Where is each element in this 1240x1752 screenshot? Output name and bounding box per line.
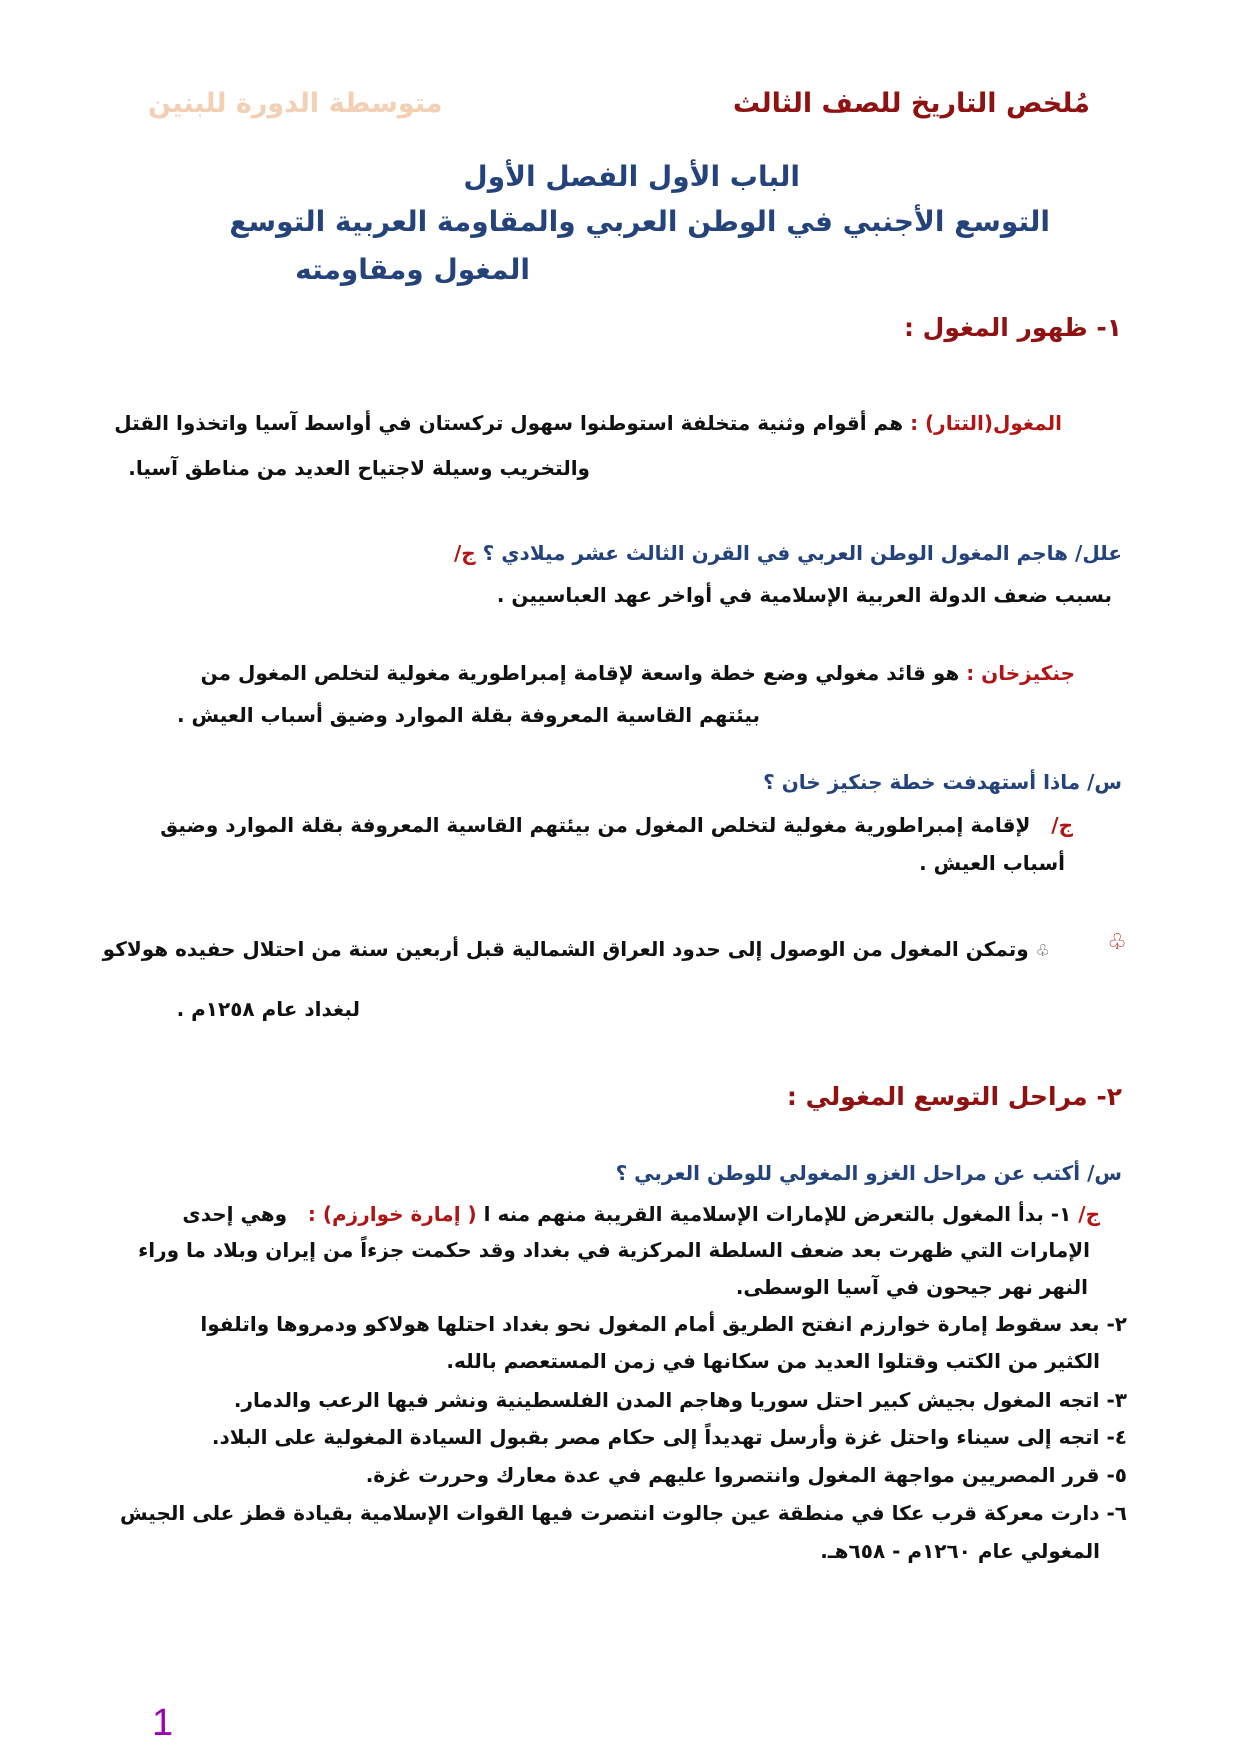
question-2-answer-line-2: أسباب العيش . — [919, 851, 1065, 875]
question-2: س/ ماذا أستهدفت خطة جنكيز خان ؟ — [763, 770, 1122, 794]
mongols-definition — [114, 404, 1062, 442]
step-5: ٥- قرر المصريين مواجهة المغول وانتصروا عليهم في عدة معارك وحررت غزة. — [365, 1463, 1127, 1487]
step-2-line-2: الكثير من الكتب وقتلوا العديد من سكانها في زمن المستعصم بالله. — [446, 1349, 1100, 1373]
step-1-start: ١- بدأ المغول بالتعرض للإمارات الإسلامية القريبة منهم منه ا — [483, 1202, 1072, 1226]
step-2-line-1: ٢- بعد سقوط إمارة خوارزم انفتح الطريق أمام المغول نحو بغداد احتلها هولاكو ودمروها واتلفوا — [200, 1312, 1127, 1336]
bullet-line-1 — [103, 930, 1050, 970]
mongols-def-line-2: والتخريب وسيلة لاجتياح العديد من مناطق آسيا. — [128, 456, 590, 480]
step-1-end: وهي إحدى — [182, 1202, 288, 1226]
question-1 — [454, 541, 1122, 565]
small-clover-icon: ♧ — [1035, 941, 1050, 960]
question-1-prefix: علل/ — [1075, 541, 1122, 565]
bullet-line-2: لبغداد عام ١٢٥٨م . — [176, 997, 360, 1021]
bullet-line-1-text: وتمكن المغول من الوصول إلى حدود العراق الشمالية قبل أربعين سنة من احتلال حفيده هولاكو — [102, 937, 1029, 961]
step-3: ٣- اتجه المغول بجيش كبير احتل سوريا وهاجم المدن الفلسطينية ونشر فيها الرعب والدمار. — [233, 1388, 1127, 1412]
genghis-term: جنكيزخان : — [966, 661, 1075, 685]
step-1-line-3: النهر نهر جيحون في آسيا الوسطى. — [735, 1275, 1088, 1299]
step-1-line-1 — [182, 1198, 1100, 1230]
chapter-line-3: المغول ومقاومته — [295, 253, 530, 286]
chapter-line-1: الباب الأول الفصل الأول — [463, 160, 800, 193]
mongols-term: المغول(التتار) : — [910, 411, 1062, 435]
step-6-line-2: المغولي عام ١٢٦٠م - ٦٥٨هـ. — [820, 1539, 1100, 1563]
genghis-def-line-2: بيئتهم القاسية المعروفة بقلة الموارد وضيق أسباب العيش . — [176, 703, 760, 727]
step-1-line-2: الإمارات التي ظهرت بعد ضعف السلطة المركزية في بغداد وقد حكمت جزءاً من إيران وبلاد ما وراء — [138, 1238, 1090, 1262]
genghis-definition — [201, 654, 1075, 692]
khwarazm-term: ( إمارة خوارزم) : — [307, 1202, 477, 1226]
question-2-answer-line-1: لإقامة إمبراطورية مغولية لتخلص المغول من بيئتهم القاسية المعروفة بقلة الموارد وضيق — [160, 813, 1031, 837]
question-2-answer-marker: ج/ — [1051, 813, 1073, 837]
question-1-answer: بسبب ضعف الدولة العربية الإسلامية في أواخر عهد العباسيين . — [496, 583, 1112, 607]
section-2-heading: ٢- مراحل التوسع المغولي : — [786, 1082, 1122, 1111]
genghis-def-line-1: هو قائد مغولي وضع خطة واسعة لإقامة إمبراطورية مغولية لتخلص المغول من — [200, 661, 960, 685]
step-6-line-1: ٦- دارت معركة قرب عكا في منطقة عين جالوت انتصرت فيها القوات الإسلامية بقيادة قطز على الجيش — [120, 1501, 1127, 1525]
clover-bullet-icon: ♧ — [1107, 930, 1127, 955]
question-2-answer — [160, 806, 1073, 844]
document-title: مُلخص التاريخ للصف الثالث — [732, 88, 1090, 119]
section-1-heading: ١- ظهور المغول : — [903, 313, 1122, 342]
step-4: ٤- اتجه إلى سيناء واحتل غزة وأرسل تهديداً إلى حكام مصر بقبول السيادة المغولية على البلاد. — [211, 1425, 1127, 1449]
school-name: متوسطة الدورة للبنين — [148, 88, 443, 119]
mongols-def-line-1: هم أقوام وثنية متخلفة استوطنوا سهول تركستان في أواسط آسيا واتخذوا القتل — [114, 411, 904, 435]
question-1-text: هاجم المغول الوطن العربي في القرن الثالث عشر ميلادي ؟ — [482, 541, 1069, 565]
chapter-line-2: التوسع الأجنبي في الوطن العربي والمقاومة العربية التوسع — [229, 205, 1050, 238]
question-1-answer-marker: ج/ — [453, 541, 476, 565]
page-number: 1 — [152, 1702, 174, 1744]
step-answer-marker: ج/ — [1078, 1202, 1100, 1226]
question-3: س/ أكتب عن مراحل الغزو المغولي للوطن العربي ؟ — [615, 1161, 1122, 1185]
